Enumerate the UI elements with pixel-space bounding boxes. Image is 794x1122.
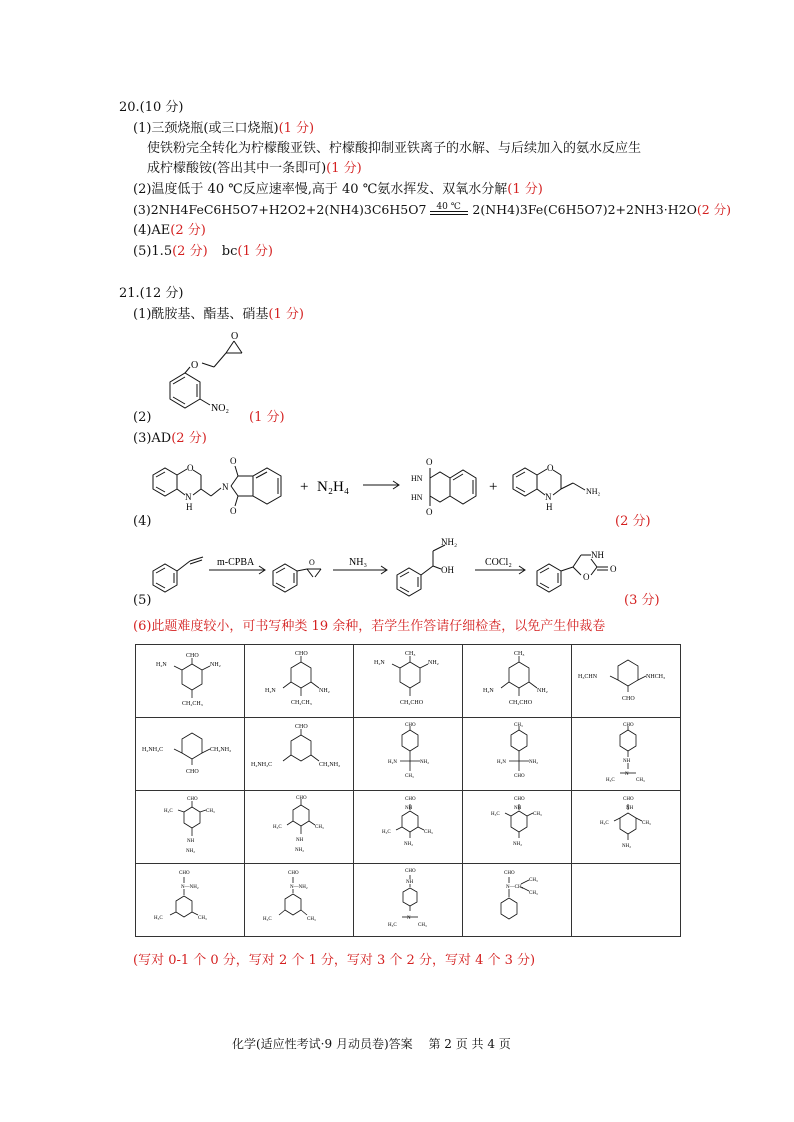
q20-part5-a: (5)1.5	[133, 244, 173, 259]
q21-part4-o-bottom: O	[230, 506, 237, 516]
q20-part4	[133, 222, 206, 240]
q20-part4-score: (2 分)	[170, 223, 206, 238]
q21-part4-n-imide: N	[222, 482, 229, 492]
iso5-h3chn: H₃CHN	[578, 674, 598, 680]
isomer-cell	[572, 645, 681, 718]
q20-part3-arrow	[430, 201, 468, 218]
q20-part2-text: (2)温度低于 40 ℃反应速率慢,高于 40 ℃氨水挥发、双氧水分解	[133, 182, 508, 197]
q21-part5-route	[145, 533, 645, 605]
q20-part4-text: (4)AE	[133, 223, 171, 238]
iso8-nh2: NH₂	[420, 760, 429, 765]
iso6-h2nh2c: H₂NH₂C	[142, 747, 164, 753]
iso2-h2n: H₂N	[265, 688, 276, 694]
q21-part3-score: (2 分)	[171, 431, 207, 446]
iso6-cho: CHO	[186, 769, 199, 775]
iso5-cho: CHO	[622, 696, 635, 702]
isomer-cell	[245, 791, 354, 864]
iso18-n: N	[407, 916, 411, 921]
iso9-h2n: H₂N	[497, 760, 506, 765]
q20-part1-label: (1)三颈烧瓶(或三口烧瓶)	[133, 121, 279, 136]
iso17-h3c: H₃C	[263, 917, 272, 922]
iso17-cho: CHO	[288, 871, 299, 876]
iso9-ch3: CH₃	[514, 723, 523, 728]
q21-part4-reaction	[145, 448, 645, 528]
iso1-ch2ch3: CH₂CH₃	[182, 701, 203, 707]
q21-part1-score: (1 分)	[268, 307, 304, 322]
q20-part1-text-b	[147, 160, 362, 178]
iso14-nh2: NH₂	[513, 842, 522, 847]
q21-part4-prod-n: N	[545, 492, 552, 502]
q21-part2-score: (1 分)	[249, 410, 285, 425]
q21-part4-prod-nh2: NH₂	[586, 487, 601, 496]
iso1-h2n: H₂N	[156, 662, 167, 668]
iso14-h3c: H₃C	[491, 812, 500, 817]
q21-part4-hn-1: HN	[411, 474, 423, 483]
isomer-cell-empty	[572, 864, 681, 937]
iso16-ch3: CH₃	[198, 916, 207, 921]
iso16-h3c: H₃C	[154, 916, 163, 921]
isomer-cell	[245, 718, 354, 791]
iso12-ch3: CH₃	[315, 825, 324, 830]
iso15-nh2: NH₂	[622, 844, 631, 849]
iso14-cho: CHO	[514, 797, 525, 802]
iso13-ch3: CH₃	[424, 830, 433, 835]
isomer-cell	[136, 791, 245, 864]
q21-scoring-note: (写对 0-1 个 0 分，写对 2 个 1 分，写对 3 个 2 分，写对 4 个 3 分)	[133, 953, 536, 968]
isomer-cell	[354, 791, 463, 864]
q21-part2-epoxide-o: O	[231, 331, 239, 342]
q21-part2-structure	[140, 325, 250, 420]
q21-part4-n-ring: N	[185, 492, 192, 502]
table-row	[136, 791, 681, 864]
q21-header: 21.(12 分)	[119, 286, 184, 301]
q21-part4-plus1: +	[300, 479, 309, 495]
iso10-cho: CHO	[623, 723, 634, 728]
q21-part5-ring-o: O	[583, 572, 590, 582]
iso2-nh2: NH₂	[319, 688, 330, 694]
iso8-h2n: H₂N	[388, 760, 397, 765]
iso11-nh2: NH₂	[186, 849, 195, 854]
page-footer: 化学(适应性考试·9 月动员卷)答案 第 2 页 共 4 页	[232, 1037, 511, 1051]
iso17-nnh2: N—NH₂	[290, 885, 308, 890]
iso12-nh2: NH₂	[295, 848, 304, 853]
iso3-nh2: NH₂	[428, 660, 439, 666]
iso3-h2n: H₂N	[374, 660, 385, 666]
q21-part4-prod-h: H	[546, 502, 553, 512]
iso15-nh: NH	[626, 806, 634, 811]
iso12-cho: CHO	[296, 796, 307, 801]
iso2-cho: CHO	[295, 651, 308, 657]
isomer-cell	[354, 718, 463, 791]
q20-part2	[133, 181, 543, 199]
iso19-nch3: N—CH₃	[506, 885, 524, 890]
iso7-h2nh2c: H₂NH₂C	[251, 762, 273, 768]
q21-part4-o-ring: O	[187, 463, 194, 473]
iso7-cho: CHO	[295, 724, 308, 730]
iso9-cho: CHO	[514, 774, 525, 779]
isomer-cell	[136, 864, 245, 937]
q21-part5-score: (3 分)	[624, 593, 660, 608]
isomer-cell	[463, 864, 572, 937]
iso16-nnh2: N—NH₂	[181, 885, 199, 890]
isomer-cell	[463, 718, 572, 791]
iso11-cho: CHO	[187, 797, 198, 802]
q21-part4-score: (2 分)	[615, 514, 651, 529]
q21-part5-reagent3: COCl₂	[485, 557, 512, 568]
iso14-ch3: CH₃	[533, 812, 542, 817]
q21-part5-reagent1: m-CPBA	[217, 557, 255, 568]
isomer-cell	[245, 864, 354, 937]
q20-part3-left: (3)2NH4FeC6H5O7+H2O2+2(NH4)3C6H5O7	[133, 202, 427, 217]
q20-part5	[133, 243, 273, 261]
iso4-nh2: NH₂	[537, 688, 548, 694]
q21-part5-reagent2: NH₃	[349, 557, 367, 568]
q20-part2-score: (1 分)	[507, 182, 543, 197]
q20-part3-score: (2 分)	[696, 202, 732, 217]
isomer-cell	[463, 645, 572, 718]
q21-part4-hn-2: HN	[411, 493, 423, 502]
iso12-h3c: H₃C	[273, 825, 282, 830]
isomer-cell	[572, 791, 681, 864]
isomer-cell	[245, 645, 354, 718]
q21-part1-text: (1)酰胺基、酯基、硝基	[133, 307, 269, 322]
iso18-nh: NH	[406, 880, 414, 885]
q20-part5-a-score: (2 分)	[172, 244, 208, 259]
iso12-nh: NH	[296, 838, 304, 843]
isomer-cell	[136, 718, 245, 791]
iso4-ch3: CH₃	[514, 651, 525, 657]
iso17-ch3: CH₃	[307, 917, 316, 922]
q21-part2-o-label: O	[191, 360, 199, 371]
table-row	[136, 645, 681, 718]
q21-part4-prod-o-top: O	[426, 457, 433, 467]
q20-part1-text-b-content: 成柠檬酸铵(答出其中一条即可)	[147, 161, 327, 176]
iso3-ch3: CH₃	[405, 651, 416, 657]
iso11-nh: NH	[187, 839, 195, 844]
isomer-cell	[572, 718, 681, 791]
q21-part4-h-ring: H	[186, 502, 193, 512]
isomer-cell	[354, 645, 463, 718]
q21-part4-plus2: +	[489, 479, 498, 495]
q21-part5-carbonyl-o: O	[610, 564, 617, 574]
q20-part1	[133, 120, 314, 138]
q21-part4-n2h4: N₂H₄	[317, 479, 350, 495]
iso16-cho: CHO	[179, 871, 190, 876]
q21-part5-label: (5)	[133, 593, 152, 608]
q21-part4-prod-o-bottom: O	[426, 507, 433, 517]
iso8-ch3: CH₃	[405, 774, 414, 779]
iso2-ch2ch3: CH₂CH₃	[291, 700, 312, 706]
table-row	[136, 864, 681, 937]
iso15-cho: CHO	[623, 797, 634, 802]
isomer-cell	[463, 791, 572, 864]
q21-part5-nh: NH	[591, 550, 604, 560]
iso14-nh: NH	[514, 806, 522, 811]
q21-part2-no2: NO₂	[211, 403, 229, 414]
iso13-nh2: NH₂	[404, 842, 413, 847]
iso10-ch3: CH₃	[636, 778, 645, 783]
q21-part3-text: (3)AD	[133, 431, 172, 446]
q21-part3	[133, 430, 207, 448]
iso11-ch3: CH₃	[206, 809, 215, 814]
iso15-ch3: CH₃	[642, 821, 651, 826]
iso7-ch2nh2: CH₂NH₂	[319, 762, 341, 768]
iso19-ch3-b: CH₃	[529, 891, 538, 896]
iso18-cho: CHO	[405, 869, 416, 874]
isomer-cell	[354, 864, 463, 937]
iso4-h2n: H₂N	[483, 688, 494, 694]
q21-part5-oh: OH	[441, 565, 454, 575]
q20-part1-text-a: 使铁粉完全转化为柠檬酸亚铁、柠檬酸抑制亚铁离子的水解、与后续加入的氨水反应生	[147, 141, 642, 156]
q20-part5-b: bc	[221, 244, 238, 259]
q20-part1-score-b: (1 分)	[326, 161, 362, 176]
q20-part3-right: 2(NH4)3Fe(C6H5O7)2+2NH3·H2O	[472, 202, 697, 217]
q20-part3	[133, 201, 731, 219]
iso19-cho: CHO	[504, 871, 515, 876]
iso1-nh2: NH₂	[210, 662, 221, 668]
q21-part4-label: (4)	[133, 514, 152, 529]
q21-part4-prod-o: O	[547, 463, 554, 473]
iso10-nh: NH	[623, 759, 631, 764]
q21-part5-epox-o: O	[309, 558, 315, 567]
iso1-cho: CHO	[186, 653, 199, 659]
q21-part4-o-top: O	[230, 456, 237, 466]
iso15-h3c: H₃C	[600, 821, 609, 826]
q20-part5-b-score: (1 分)	[237, 244, 273, 259]
isomer-table	[135, 644, 681, 937]
iso5-nhch3: NHCH₃	[646, 674, 666, 680]
iso6-ch2nh2: CH₂NH₂	[210, 747, 232, 753]
table-row	[136, 718, 681, 791]
q21-part5-nh2: NH₂	[441, 537, 458, 547]
q20-part1-score: (1 分)	[278, 121, 315, 136]
iso11-h3c: H₃C	[164, 809, 173, 814]
iso10-h3c: H₃C	[606, 778, 615, 783]
iso19-ch3-a: CH₃	[529, 878, 538, 883]
iso3-ch2cho: CH₂CHO	[400, 700, 424, 706]
isomer-cell	[136, 645, 245, 718]
q21-part1	[133, 306, 304, 324]
iso13-h3c: H₃C	[382, 830, 391, 835]
iso13-nh: NH	[405, 806, 413, 811]
iso10-n: N	[625, 772, 629, 777]
iso8-cho: CHO	[405, 723, 416, 728]
iso9-nh2: NH₂	[529, 760, 538, 765]
iso4-ch2cho: CH₂CHO	[509, 700, 533, 706]
iso18-ch3: CH₃	[418, 923, 427, 928]
iso18-h3c: H₃C	[388, 923, 397, 928]
q20-header: 20.(10 分)	[119, 100, 184, 115]
q21-part6-text: (6)此题难度较小，可书写种类 19 余种，若学生作答请仔细检查，以免产生仲裁卷	[133, 619, 606, 634]
q21-part2-label: (2)	[133, 410, 152, 425]
q20-part3-condition: 40 ℃	[436, 201, 461, 212]
iso13-cho: CHO	[405, 797, 416, 802]
